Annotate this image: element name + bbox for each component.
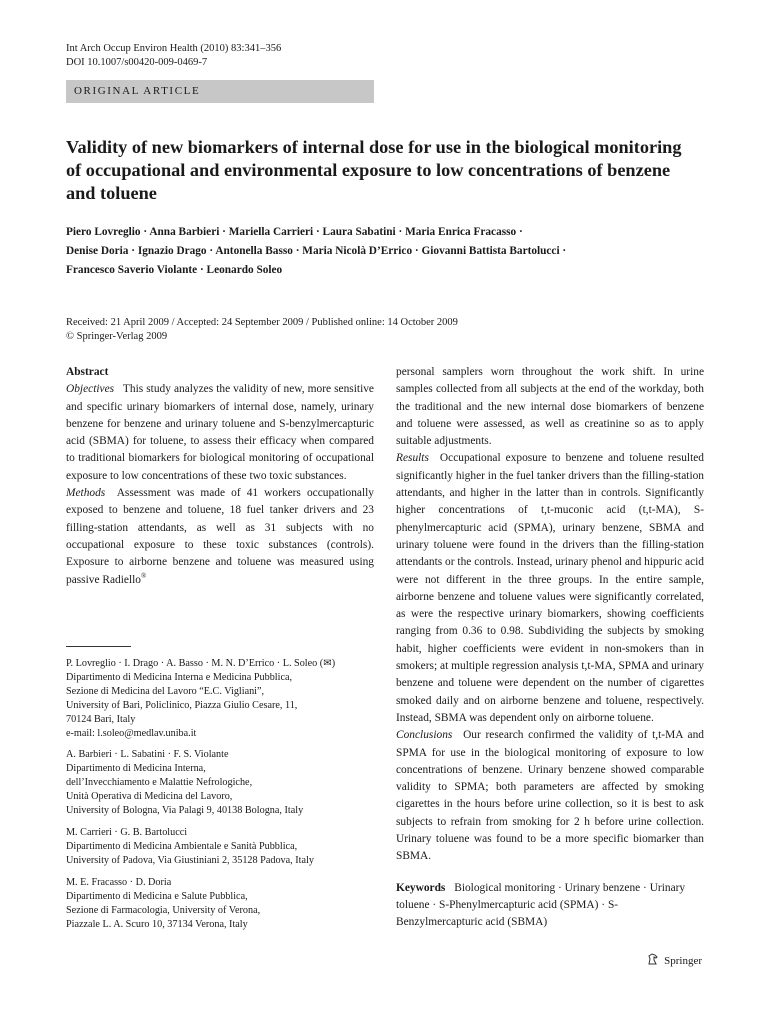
paper-title: Validity of new biomarkers of internal dose for use in the biological monitoring of occupational and environmental exposure to low concentrations of benzene and toluene: [66, 137, 682, 203]
results-label: Results: [396, 452, 429, 465]
publisher-name: Springer: [664, 954, 702, 967]
results-text: Occupational exposure to benzene and toluene resulted significantly higher in the fuel tanker drivers than the filling-station attendants, and higher in the latter than in controls. Significantly higher concentrations of t,t-muconic acid (t,t-MA), S-phenylmercapturic acid (SPMA), urinary benzene, SBMA and urinary toluene were found in the drivers than the filling-station attendants or the controls. Instead, urinary phenol and hippuric acid were not different in the three groups. In the entire sample, airborne benzene and toluene values were significantly correlated, as were the respective urinary biomarkers, showing coefficients ranging from 0.36 to 0.98. Subdividing the subjects by smoking habit, higher coefficients were evident in non-smokers than in smokers; at multiple regression analysis t,t-MA, SPMA and urinary benzene and toluene were dependent on the number of cigarettes smoked daily and on airborne benzene and toluene, respectively. Instead, SBMA was dependent only on airborne toluene.: [396, 452, 704, 724]
keywords-heading: Keywords: [396, 881, 446, 894]
methods-text-part2: personal samplers worn throughout the work shift. In urine samples collected from all subjects at the end of the workday, both the traditional and the new internal dose biomarkers of benzene and toluene were assessed, as well as creatinine so as to apply suitable adjustments.: [396, 366, 704, 448]
springer-horse-icon: [646, 952, 660, 969]
affiliation-line: Dipartimento di Medicina Interna,: [66, 763, 206, 774]
abstract-left-column: [66, 364, 374, 589]
author-list: [66, 223, 706, 280]
author-line: Francesco Saverio Violante · Leonardo Soleo: [66, 264, 283, 276]
affiliation-line: University of Bari, Policlinico, Piazza Giulio Cesare, 11,: [66, 700, 298, 711]
abstract-conclusions: [396, 727, 704, 865]
abstract-methods: [66, 485, 374, 589]
footnote-divider: [66, 646, 131, 647]
affiliation-line: Dipartimento di Medicina Interna e Medicina Pubblica,: [66, 672, 293, 683]
journal-citation: Int Arch Occup Environ Health (2010) 83:341–356: [66, 43, 282, 54]
objectives-text: This study analyzes the validity of new, more sensitive and specific urinary biomarkers of internal dose, namely, urinary benzene for benzene and urinary toluene and S-benzylmercapturic acid (SBMA) for toluene, to assess their efficacy when compared to traditional biomarkers for biological monitoring of occupational exposure to low concentrations of these two toxic substances.: [66, 383, 374, 482]
keywords-block: [396, 880, 704, 932]
journal-header: [66, 42, 281, 70]
affiliation-line: Unità Operativa di Medicina del Lavoro,: [66, 791, 233, 802]
methods-text-part1: Assessment was made of 41 workers occupationally exposed to benzene and toluene, 18 fuel tanker drivers and 23 filling-station attendants, as well as 31 subjects with no occupational exposure to these toxic substances (controls). Exposure to airborne benzene and toluene was measured using passive Radiello: [66, 487, 375, 586]
journal-doi[interactable]: DOI 10.1007/s00420-009-0469-7: [66, 57, 208, 68]
received-accepted-dates: Received: 21 April 2009 / Accepted: 24 September 2009 / Published online: 14 October 2009: [66, 317, 458, 328]
conclusions-text: Our research confirmed the validity of t,t-MA and SPMA for use in the biological monitoring of exposure to low concentrations of benzene. Urinary benzene showed comparable validity to SPMA; both parameters are affected by smoking cigarettes in the hours before urine collection, so it is best to ask subjects to refrain from smoking for 2 h before urine collection. Urinary toluene was found to be a more specific biomarker than SBMA.: [396, 729, 704, 863]
methods-label: Methods: [66, 487, 106, 500]
affiliation-line: Sezione di Farmacologia, University of Verona,: [66, 905, 261, 916]
article-type-banner: ORIGINAL ARTICLE: [66, 80, 374, 103]
copyright-line: © Springer-Verlag 2009: [66, 331, 168, 342]
corresponding-email[interactable]: e-mail: l.soleo@medlav.uniba.it: [66, 728, 197, 739]
affiliation-line: 70124 Bari, Italy: [66, 714, 136, 725]
author-line: Denise Doria · Ignazio Drago · Antonella Basso · Maria Nicolà D’Errico · Giovanni Battista Bartolucci ·: [66, 245, 567, 257]
keywords-text: Biological monitoring · Urinary benzene · Urinary toluene · S-Phenylmercapturic acid (SPMA) · S-Benzylmercapturic acid (SBMA): [396, 881, 686, 929]
abstract-right-column: [396, 364, 704, 932]
affiliation-names: M. Carrieri · G. B. Bartolucci: [66, 827, 188, 838]
affiliation-names: M. E. Fracasso · D. Doria: [66, 877, 172, 888]
affiliation-line: Sezione di Medicina del Lavoro “E.C. Vigliani”,: [66, 686, 265, 697]
author-line: Piero Lovreglio · Anna Barbieri · Mariella Carrieri · Laura Sabatini · Maria Enrica Fracasso ·: [66, 226, 523, 238]
registered-mark: ®: [140, 571, 147, 580]
affiliation-names: P. Lovreglio · I. Drago · A. Basso · M. N. D’Errico · L. Soleo (✉): [66, 658, 336, 669]
affiliation-line: dell’Invecchiamento e Malattie Nefrologiche,: [66, 777, 253, 788]
objectives-label: Objectives: [66, 383, 115, 396]
affiliation-block: [66, 748, 374, 818]
affiliation-line: University of Padova, Via Giustiniani 2, 35128 Padova, Italy: [66, 855, 314, 866]
publisher-footer: [646, 952, 702, 969]
conclusions-label: Conclusions: [396, 729, 453, 742]
affiliation-line: Dipartimento di Medicina Ambientale e Sanità Pubblica,: [66, 841, 298, 852]
affiliation-block: [66, 657, 374, 741]
affiliation-line: Dipartimento di Medicina e Salute Pubblica,: [66, 891, 248, 902]
abstract-heading: Abstract: [66, 366, 109, 378]
abstract-objectives: [66, 381, 374, 485]
affiliation-line: University of Bologna, Via Palagi 9, 40138 Bologna, Italy: [66, 805, 304, 816]
affiliation-line: Piazzale L. A. Scuro 10, 37134 Verona, Italy: [66, 919, 248, 930]
affiliation-block: [66, 826, 374, 868]
publication-dates: [66, 316, 458, 344]
affiliation-names: A. Barbieri · L. Sabatini · F. S. Violante: [66, 749, 229, 760]
abstract-results: [396, 450, 704, 727]
affiliation-block: [66, 876, 374, 932]
